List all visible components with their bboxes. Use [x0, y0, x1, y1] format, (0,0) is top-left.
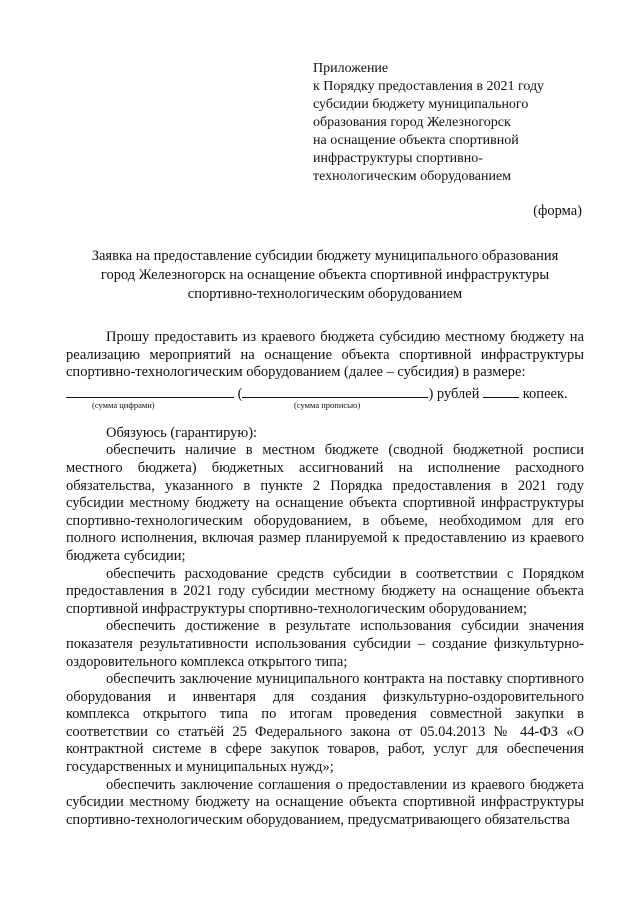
- appendix-header: [313, 60, 613, 186]
- caption-digits: (сумма цифрами): [92, 399, 155, 410]
- sum-words-blank[interactable]: [242, 383, 428, 398]
- appendix-line: инфраструктуры спортивно-: [313, 151, 483, 166]
- appendix-line: технологическим оборудованием: [313, 169, 512, 184]
- form-label: (форма): [533, 203, 582, 219]
- sum-open-paren: (: [237, 385, 243, 402]
- obligation-item: обеспечить расходование средств субсидии в соответствии с Порядком предоставления в 2021 году субсидии местному бюджету на оснащение объекта спортивной инфраструктуры спортивно-технологическим оборудованием;: [66, 565, 584, 617]
- request-paragraph: Прошу предоставить из краевого бюджета субсидию местному бюджету на реализацию мероприятий на оснащение объекта спортивной инфраструктуры спортивно-технологическим оборудованием (далее – субсидия) в размере:: [66, 329, 584, 381]
- obligation-item: обеспечить наличие в местном бюджете (сводной бюджетной росписи местного бюджета) бюджетных ассигнований на исполнение расходного обязательства, указанного в пункте 2 Порядка предоставления в 2021 году субсидии местному бюджету на оснащение объекта спортивной инфраструктуры спортивно-технологическим оборудованием, в объеме, необходимом для его полного исполнения, включая размер планируемой к предоставлению из краевого бюджета субсидии;: [66, 442, 584, 564]
- appendix-line: к Порядку предоставления в 2021 году: [313, 79, 545, 94]
- obligations-intro: Обязуюсь (гарантирую):: [106, 424, 258, 441]
- appendix-line: субсидии бюджету муниципального: [313, 97, 529, 112]
- caption-words: (сумма прописью): [294, 399, 361, 410]
- title-line: Заявка на предоставление субсидии бюджету муниципального образования: [91, 248, 559, 264]
- title-line: спортивно-технологическим оборудованием: [187, 286, 463, 302]
- document-title: [60, 247, 590, 304]
- appendix-line: на оснащение объекта спортивной: [313, 133, 519, 148]
- appendix-line: Приложение: [313, 61, 389, 76]
- title-line: город Железногорск на оснащение объекта спортивной инфраструктуры: [100, 267, 550, 283]
- sum-kopecks-label: копеек.: [522, 385, 568, 402]
- sum-kopecks-blank[interactable]: [483, 383, 519, 398]
- obligation-item: обеспечить заключение соглашения о предоставлении из краевого бюджета субсидии местному бюджету на оснащение объекта спортивной инфраструктуры спортивно-технологическим оборудованием, предусматривающего обязательства: [66, 776, 584, 828]
- document-body: [66, 329, 584, 829]
- sum-digits-blank[interactable]: [66, 383, 234, 398]
- obligation-item: обеспечить заключение муниципального контракта на поставку спортивного оборудования и инвентаря для создания физкультурно-оздоровительного комплекса открытого типа по итогам проведения совместной закупки в соответствии со статьёй 25 Федерального закона от 05.04.2013 № 44-ФЗ «О контрактной системе в сфере закупок товаров, работ, услуг для обеспечения государственных и муниципальных нужд»;: [66, 671, 584, 776]
- appendix-line: образования город Железногорск: [313, 115, 511, 130]
- sum-captions: [66, 399, 584, 413]
- obligation-item: обеспечить достижение в результате использования субсидии значения показателя результативности использования субсидии – создание физкультурно-оздоровительного комплекса открытого типа;: [66, 618, 584, 670]
- sum-rubles-label: ) рублей: [428, 385, 480, 402]
